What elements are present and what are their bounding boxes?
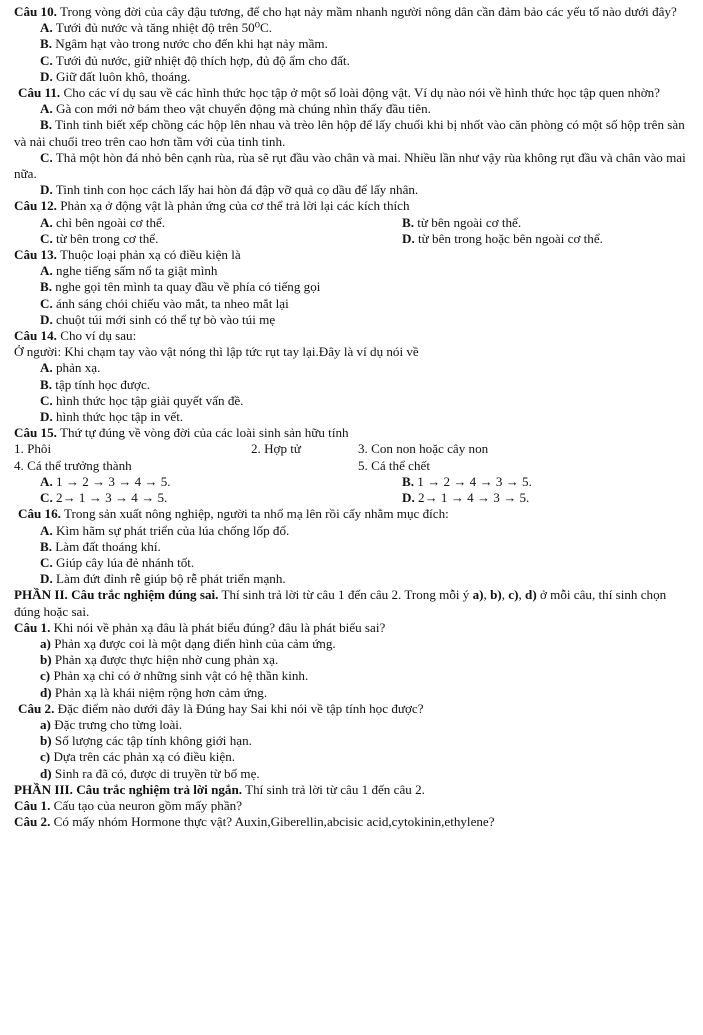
question-stem: Cho các ví dụ sau về các hình thức học tập ở một số loài động vật. Ví dụ nào nói về hình thức học tập quen nhờn? bbox=[60, 85, 660, 101]
question-13 bbox=[14, 247, 691, 263]
statement-d: d) Phản xạ là khái niệm rộng hơn cảm ứng. bbox=[40, 684, 268, 700]
option-a: A. 1 → 2 → 3 → 4 → 5. bbox=[40, 473, 171, 489]
options-row bbox=[14, 215, 691, 231]
part-2-heading: PHẦN II. Câu trắc nghiệm đúng sai. Thí sinh trả lời từ câu 1 đến câu 2. Trong mỗi ý a), b), c), d) ở mỗi câu, thí sinh chọn đúng hoặc sai. bbox=[14, 587, 667, 619]
option-b: B. nghe gọi tên mình ta quay đầu về phía có tiếng gọi bbox=[40, 279, 321, 295]
question-stem: Có mấy nhóm Hormone thực vật? Auxin,Giberellin,abcisic acid,cytokinin,ethylene? bbox=[50, 814, 495, 830]
option-d: D. Tinh tinh con học cách lấy hai hòn đá đập vỡ quả cọ dầu để lấy nhân. bbox=[40, 182, 419, 198]
question-stem: Trong vòng đời của cây đậu tương, để cho hạt nảy mầm nhanh người nông dân cần đảm bảo các yếu tố nào dưới đây? bbox=[56, 4, 677, 19]
question-stem: Thứ tự đúng về vòng đời của các loài sinh sản hữu tính bbox=[56, 425, 349, 441]
stages-row bbox=[14, 441, 691, 457]
stage-1: 1. Phôi bbox=[14, 441, 52, 457]
option-a: A. nghe tiếng sấm nổ ta giật mình bbox=[40, 263, 218, 279]
option-b: B. Ngâm hạt vào trong nước cho đến khi hạt nảy mầm. bbox=[40, 36, 328, 52]
question-number: Câu 16. bbox=[18, 506, 61, 522]
question-stem: Cho ví dụ sau: bbox=[56, 328, 137, 344]
stage-5: 5. Cá thể chết bbox=[358, 457, 430, 473]
question-14 bbox=[14, 328, 691, 344]
option-d: D. hình thức học tập in vết. bbox=[40, 409, 184, 425]
part-2-question-2 bbox=[14, 701, 691, 717]
question-stem: Trong sản xuất nông nghiệp, người ta nhổ mạ lên rồi cấy nhằm mục đích: bbox=[60, 506, 449, 522]
option-a: A. phản xạ. bbox=[40, 360, 101, 376]
stage-3: 3. Con non hoặc cây non bbox=[358, 441, 489, 457]
question-stem: Đặc điểm nào dưới đây là Đúng hay Sai khi nói về tập tính học được? bbox=[54, 700, 424, 716]
question-number: Câu 14. bbox=[14, 328, 57, 344]
option-c: C. 2→ 1 → 3 → 4 → 5. bbox=[40, 490, 168, 506]
question-number: Câu 2. bbox=[14, 814, 51, 830]
option-b: B. tập tính học được. bbox=[40, 376, 151, 392]
question-stem: Khi nói về phản xạ đâu là phát biểu đúng? đâu là phát biểu sai? bbox=[50, 619, 386, 635]
stage-2: 2. Hợp tử bbox=[251, 441, 302, 457]
option-d: D. Giữ đất luôn khô, thoáng. bbox=[40, 68, 191, 84]
option-a: A. Gà con mới nở bám theo vật chuyển động mà chúng nhìn thấy đầu tiên. bbox=[40, 101, 431, 117]
stage-4: 4. Cá thể trưởng thành bbox=[14, 457, 132, 473]
question-number: Câu 12. bbox=[14, 198, 57, 214]
question-number: Câu 1. bbox=[14, 797, 51, 813]
question-16 bbox=[14, 506, 691, 522]
option-b: B. 1 → 2 → 4 → 3 → 5. bbox=[402, 473, 532, 489]
question-15 bbox=[14, 425, 691, 441]
statement-d: d) Sinh ra đã có, được di truyền từ bố mẹ. bbox=[40, 765, 260, 781]
option-a: A. Kìm hãm sự phát triển của lúa chống lốp đổ. bbox=[40, 522, 290, 538]
options-row bbox=[14, 490, 691, 506]
question-10 bbox=[14, 4, 691, 20]
statement-c: c) Phản xạ chỉ có ở những sinh vật có hệ thần kinh. bbox=[40, 668, 309, 684]
option-c: C. ánh sáng chói chiếu vào mắt, ta nheo mắt lại bbox=[40, 295, 289, 311]
statement-b: b) Phản xạ được thực hiện nhờ cung phản xạ. bbox=[40, 652, 279, 668]
option-c: C. Tưới đủ nước, giữ nhiệt độ thích hợp, đủ độ ẩm cho đất. bbox=[40, 52, 350, 68]
options-row bbox=[14, 231, 691, 247]
question-number: Câu 11. bbox=[18, 85, 61, 101]
statement-a: a) Phản xạ được coi là một dạng điển hình của cảm ứng. bbox=[40, 635, 336, 651]
statement-a: a) Đặc trưng cho từng loài. bbox=[40, 716, 183, 732]
statement-c: c) Dựa trên các phản xạ có điều kiện. bbox=[40, 749, 236, 765]
question-number: Câu 2. bbox=[18, 700, 55, 716]
question-number: Câu 10. bbox=[14, 4, 57, 19]
option-c: C. hình thức học tập giải quyết vấn đề. bbox=[40, 392, 244, 408]
option-b: B. Tinh tinh biết xếp chồng các hộp lên nhau và trèo lên hộp để lấy chuối khi bị nhốt vào căn phòng có một số hộp trên sàn và nải chuối treo trên cao hơn tầm với của tinh tinh. bbox=[14, 117, 685, 149]
question-stem: Thuộc loại phản xạ có điều kiện là bbox=[56, 247, 241, 263]
option-c: C. Thả một hòn đá nhỏ bên cạnh rùa, rùa sẽ rụt đầu vào chân và mai. Nhiều lần như vậy rùa không rụt đầu và chân vào mai nữa. bbox=[14, 149, 686, 182]
part-2-title: PHẦN II. Câu trắc nghiệm đúng sai. bbox=[14, 587, 219, 603]
question-number: Câu 13. bbox=[14, 247, 57, 263]
part-2-question-1 bbox=[14, 620, 691, 636]
question-stem: Cấu tạo của neuron gồm mấy phần? bbox=[50, 797, 243, 813]
option-d: D. Làm đứt đỉnh rễ giúp bộ rễ phát triển mạnh. bbox=[40, 571, 286, 587]
question-number: Câu 15. bbox=[14, 425, 57, 441]
option-c: C. từ bên trong cơ thể. bbox=[40, 230, 159, 246]
option-d: D. từ bên trong hoặc bên ngoài cơ thể. bbox=[402, 230, 603, 246]
option-d: D. chuột túi mới sinh có thể tự bò vào túi mẹ bbox=[40, 311, 276, 327]
statement-b: b) Số lượng các tập tính không giới hạn. bbox=[40, 733, 252, 749]
option-b: B. Làm đất thoáng khí. bbox=[40, 538, 161, 554]
question-stem: Phản xạ ở động vật là phản ứng của cơ thể trả lời lại các kích thích bbox=[56, 198, 410, 214]
part-3-question-2 bbox=[14, 814, 691, 830]
question-number: Câu 1. bbox=[14, 619, 51, 635]
part-3-title: PHẦN III. Câu trắc nghiệm trả lời ngắn. bbox=[14, 781, 243, 797]
option-a: A. Tưới đủ nước và tăng nhiệt độ trên 50⁰C. bbox=[40, 20, 272, 36]
option-b: B. từ bên ngoài cơ thể. bbox=[402, 214, 522, 230]
stages-row bbox=[14, 458, 691, 474]
option-c: C. Giúp cây lúa đẻ nhánh tốt. bbox=[40, 554, 195, 570]
question-11 bbox=[14, 85, 691, 101]
part-3-heading: PHẦN III. Câu trắc nghiệm trả lời ngắn. Thí sinh trả lời từ câu 1 đến câu 2. bbox=[14, 781, 425, 797]
question-12 bbox=[14, 198, 691, 214]
options-row bbox=[14, 474, 691, 490]
part-3-question-1 bbox=[14, 798, 691, 814]
option-a: A. chỉ bên ngoài cơ thể. bbox=[40, 214, 166, 230]
option-d: D. 2→ 1 → 4 → 3 → 5. bbox=[402, 490, 530, 506]
example-text: Ở người: Khi chạm tay vào vật nóng thì lập tức rụt tay lại.Đây là ví dụ nói về bbox=[14, 344, 419, 360]
